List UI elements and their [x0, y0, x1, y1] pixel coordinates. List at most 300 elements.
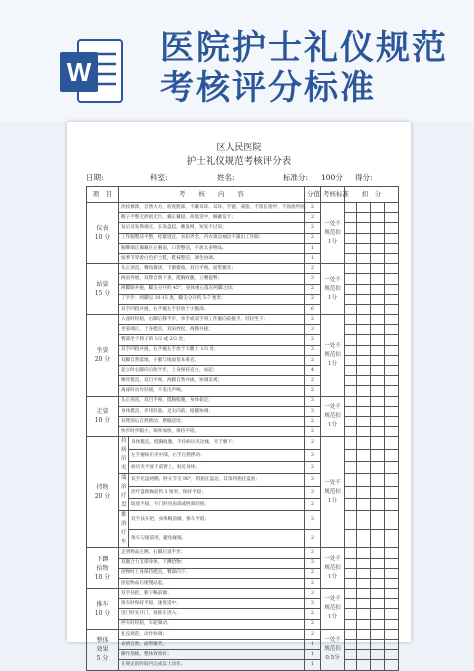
content-cell: 淡妆修饰，自然大方，检查脸部，不戴耳环、耳环、手链、戒指，不留长指甲，不涂指甲油。	[119, 203, 305, 213]
content-cell: 操作熟练，整体效果好；	[119, 650, 305, 660]
deduct-cell[interactable]	[345, 396, 357, 406]
deduct-cell[interactable]	[371, 660, 385, 670]
deduct-cell[interactable]	[357, 233, 371, 243]
deduct-cell[interactable]	[357, 449, 371, 461]
deduct-cell[interactable]	[357, 284, 371, 294]
deduct-cell[interactable]	[385, 213, 399, 223]
table-row	[87, 376, 399, 386]
deduct-cell[interactable]	[357, 386, 371, 396]
deduct-cell[interactable]	[345, 243, 357, 253]
table-row	[87, 345, 399, 355]
deduct-cell[interactable]	[345, 486, 357, 498]
content-cell: 按季节穿着白色护士鞋，鞋袜整洁，颜色协调。	[119, 253, 305, 263]
deduct-cell[interactable]	[385, 461, 399, 473]
deduct-cell[interactable]	[357, 650, 371, 660]
deduct-cell[interactable]	[345, 474, 357, 486]
deduct-cell[interactable]	[357, 396, 371, 406]
deduct-cell[interactable]	[357, 325, 371, 335]
deduct-cell[interactable]	[357, 243, 371, 253]
deduct-cell[interactable]	[357, 486, 371, 498]
deduct-cell[interactable]	[371, 203, 385, 213]
content-cell: 双手扶车把，身体略前倾，推车平稳；	[129, 511, 305, 530]
deduct-cell[interactable]	[385, 558, 399, 568]
deduct-cell[interactable]	[371, 498, 385, 510]
deduct-cell[interactable]	[345, 660, 357, 670]
points-cell: 2	[305, 213, 321, 223]
deduct-cell[interactable]	[357, 355, 371, 365]
points-cell: 2	[305, 629, 321, 639]
deduct-cell[interactable]	[345, 376, 357, 386]
table-row	[87, 264, 399, 274]
deduct-cell[interactable]	[371, 474, 385, 486]
deduct-cell[interactable]	[371, 223, 385, 233]
points-cell: 2	[305, 335, 321, 345]
deduct-cell[interactable]	[371, 558, 385, 568]
content-cell: 治疗盘距胸前约 5 厘米，保持平稳；	[129, 486, 305, 498]
points-cell: 2	[305, 386, 321, 396]
deduct-cell[interactable]	[371, 640, 385, 650]
subsection-cell: 端治疗盘	[119, 474, 129, 511]
word-document-icon	[58, 38, 126, 106]
deduct-cell[interactable]	[345, 578, 357, 588]
deduct-cell[interactable]	[357, 599, 371, 609]
deduct-cell[interactable]	[345, 619, 357, 629]
table-row	[87, 650, 399, 660]
deduct-cell[interactable]	[385, 427, 399, 437]
content-cell: 双手扶把，躯干略前倾；	[119, 589, 305, 599]
deduct-cell[interactable]	[357, 619, 371, 629]
deduct-cell[interactable]	[371, 376, 385, 386]
deduct-cell[interactable]	[385, 325, 399, 335]
deduct-cell[interactable]	[357, 253, 371, 263]
content-cell: 帽子平整无折痕无污，戴正戴稳，高低适中，佩戴发卡；	[119, 213, 305, 223]
deduct-cell[interactable]	[371, 304, 385, 314]
content-cell: 拾起物品后缓慢站起。	[119, 578, 305, 588]
points-cell: 2	[305, 529, 321, 548]
standard-cell: 一处不规范扣1分	[321, 589, 345, 630]
deduct-cell[interactable]	[345, 498, 357, 510]
deduct-cell[interactable]	[357, 406, 371, 416]
deduct-cell[interactable]	[385, 629, 399, 639]
deduct-cell[interactable]	[385, 640, 399, 650]
deduct-cell[interactable]	[385, 376, 399, 386]
deduct-cell[interactable]	[345, 253, 357, 263]
content-cell: 发后及发饰端庄，长发盘起，戴发网，短发不过肩；	[119, 223, 305, 233]
deduct-cell[interactable]	[371, 589, 385, 599]
table-row	[87, 474, 399, 486]
date-label: 日期:	[86, 173, 104, 182]
table-row	[87, 589, 399, 599]
table-row	[87, 629, 399, 639]
deduct-cell[interactable]	[357, 223, 371, 233]
deduct-cell[interactable]	[385, 578, 399, 588]
deduct-cell[interactable]	[371, 355, 385, 365]
deduct-cell[interactable]	[345, 386, 357, 396]
banner	[0, 0, 474, 122]
points-cell: 3	[305, 474, 321, 486]
deduct-cell[interactable]	[357, 213, 371, 223]
points-cell: 2	[305, 355, 321, 365]
table-row	[87, 619, 399, 629]
deduct-cell[interactable]	[385, 486, 399, 498]
deduct-cell[interactable]	[345, 599, 357, 609]
content-cell: 双手托盘两侧，肘关节呈 90°，拇指在盘边，其余四指托盘底；	[129, 474, 305, 486]
deduct-cell[interactable]	[385, 406, 399, 416]
deduct-cell[interactable]	[385, 511, 399, 530]
deduct-cell[interactable]	[345, 213, 357, 223]
deduct-cell[interactable]	[371, 233, 385, 243]
content-cell: 入座时轻稳，右脚后移半步，单手或双手将工作服向前拢平，轻轻坐下；	[119, 315, 305, 325]
deduct-cell[interactable]	[345, 203, 357, 213]
table-header-row	[87, 187, 399, 203]
table-row	[87, 294, 399, 304]
deduct-cell[interactable]	[357, 660, 371, 670]
deduct-cell[interactable]	[357, 529, 371, 548]
deduct-cell[interactable]	[385, 253, 399, 263]
scoring-table	[86, 186, 399, 671]
section-item-cell: 仪表 10 分	[87, 203, 119, 264]
table-row	[87, 203, 399, 213]
deduct-cell[interactable]	[357, 511, 371, 530]
table-row	[87, 640, 399, 650]
deduct-cell[interactable]	[357, 335, 371, 345]
table-row	[87, 386, 399, 396]
deduct-cell[interactable]	[371, 294, 385, 304]
deduct-cell[interactable]	[385, 529, 399, 548]
deduct-cell[interactable]	[345, 650, 357, 660]
content-cell: 臀部坐于椅子的 1/2 或 2/3 处；	[119, 335, 305, 345]
deduct-cell[interactable]	[371, 213, 385, 223]
content-cell: 头正颈直，嘴角微闭，下颌微收，双目平视，面带微笑；	[119, 264, 305, 274]
points-cell: 3	[305, 558, 321, 568]
deduct-cell[interactable]	[385, 274, 399, 284]
deduct-cell[interactable]	[385, 650, 399, 660]
deduct-cell[interactable]	[345, 609, 357, 619]
deduct-cell[interactable]	[385, 203, 399, 213]
deduct-cell[interactable]	[385, 449, 399, 461]
deduct-cell[interactable]	[345, 437, 357, 449]
deduct-cell[interactable]	[357, 558, 371, 568]
points-cell: 2	[305, 461, 321, 473]
deduct-cell[interactable]	[371, 335, 385, 345]
deduct-cell[interactable]	[385, 345, 399, 355]
deduct-cell[interactable]	[385, 223, 399, 233]
table-row	[87, 437, 399, 449]
standard-cell: 一处不规范扣1分	[321, 437, 345, 548]
section-item-cell: 下蹲 拾物 10 分	[87, 548, 119, 589]
deduct-cell[interactable]	[385, 416, 399, 426]
deduct-cell[interactable]	[371, 578, 385, 588]
points-cell: 3	[305, 396, 321, 406]
deduct-cell[interactable]	[385, 568, 399, 578]
deduct-cell[interactable]	[371, 619, 385, 629]
header-deduct: 扣 分	[345, 187, 399, 203]
banner-title	[160, 28, 448, 108]
points-cell: 3	[305, 599, 321, 609]
deduct-cell[interactable]	[357, 640, 371, 650]
points-cell: 6	[305, 304, 321, 314]
deduct-cell[interactable]	[371, 511, 385, 530]
section-item-cell: 整体 效果 5 分	[87, 629, 119, 670]
deduct-cell[interactable]	[371, 325, 385, 335]
deduct-cell[interactable]	[371, 629, 385, 639]
deduct-cell[interactable]	[371, 650, 385, 660]
deduct-cell[interactable]	[371, 449, 385, 461]
points-cell: 3	[305, 589, 321, 599]
points-cell: 2	[305, 578, 321, 588]
document-title: 护士礼仪规范考核评分表	[186, 156, 292, 167]
deduct-cell[interactable]	[357, 548, 371, 558]
deduct-cell[interactable]	[357, 578, 371, 588]
deduct-cell[interactable]	[357, 461, 371, 473]
deduct-cell[interactable]	[357, 568, 371, 578]
header-content: 考 核 内 容	[119, 187, 305, 203]
deduct-cell[interactable]	[345, 568, 357, 578]
deduct-cell[interactable]	[385, 599, 399, 609]
deduct-cell[interactable]	[371, 568, 385, 578]
content-cell: 双腿合力支撑身体，下蹲拾物；	[119, 558, 305, 568]
deduct-cell[interactable]	[385, 474, 399, 486]
content-cell: 表情自然，面带微笑；	[119, 640, 305, 650]
points-cell: 2	[305, 203, 321, 213]
deduct-cell[interactable]	[385, 660, 399, 670]
table-row	[87, 486, 399, 498]
points-cell: 2	[305, 416, 321, 426]
deduct-cell[interactable]	[357, 437, 371, 449]
deduct-cell[interactable]	[371, 529, 385, 548]
deduct-cell[interactable]	[345, 449, 357, 461]
points-cell: 3	[305, 274, 321, 284]
content-cell: 双手四指并拢，右手握左手放于大腿上 1/3 处；	[119, 345, 305, 355]
deduct-cell[interactable]	[357, 345, 371, 355]
header-points: 分值	[305, 187, 321, 203]
table-row	[87, 366, 399, 376]
points-cell: 4	[305, 366, 321, 376]
table-row	[87, 406, 399, 416]
deduct-cell[interactable]	[385, 589, 399, 599]
section-item-cell: 站姿 15 分	[87, 264, 119, 315]
deduct-cell[interactable]	[371, 486, 385, 498]
points-cell: 3	[305, 449, 321, 461]
points-cell: 3	[305, 406, 321, 416]
content-cell: 坐姿端正，上身挺直，双肩放松，两膝并拢；	[119, 325, 305, 335]
deduct-cell[interactable]	[345, 406, 357, 416]
table-row	[87, 461, 399, 473]
deduct-cell[interactable]	[371, 396, 385, 406]
table-body	[87, 203, 399, 671]
deduct-cell[interactable]	[371, 243, 385, 253]
content-cell: 拾物时上身保持挺直，臀部向下；	[119, 568, 305, 578]
content-cell: 身体挺直，步伐轻盈，足尖向前，稳健协调；	[119, 406, 305, 416]
deduct-cell[interactable]	[357, 589, 371, 599]
points-cell: 2	[305, 264, 321, 274]
deduct-cell[interactable]	[371, 253, 385, 263]
deduct-cell[interactable]	[345, 294, 357, 304]
deduct-cell[interactable]	[345, 461, 357, 473]
table-row	[87, 660, 399, 670]
content-cell: 双臂前后自然摆动，摆幅适度；	[119, 416, 305, 426]
deduct-cell[interactable]	[385, 304, 399, 314]
deduct-cell[interactable]	[371, 315, 385, 325]
table-row	[87, 498, 399, 510]
content-cell: 取放平稳，开门时用肩部或肘部轻推；	[129, 498, 305, 510]
deduct-cell[interactable]	[385, 609, 399, 619]
deduct-cell[interactable]	[385, 498, 399, 510]
deduct-cell[interactable]	[357, 366, 371, 376]
points-cell: 2	[305, 315, 321, 325]
deduct-cell[interactable]	[371, 264, 385, 274]
content-cell: 起立时右脚向后收半步，上身保持直立，站起；	[119, 366, 305, 376]
deduct-cell[interactable]	[371, 609, 385, 619]
content-cell: 进门时先开门，再推车进入；	[119, 609, 305, 619]
content-cell: 推车匀速前进，避免碰撞。	[129, 529, 305, 548]
points-cell: 2	[305, 233, 321, 243]
deduct-cell[interactable]	[371, 366, 385, 376]
deduct-cell[interactable]	[357, 427, 371, 437]
deduct-cell[interactable]	[385, 284, 399, 294]
points-cell: 3	[305, 325, 321, 335]
deduct-cell[interactable]	[357, 376, 371, 386]
content-cell: 在规定的时间内完成以上动作。	[119, 660, 305, 670]
deduct-cell[interactable]	[357, 629, 371, 639]
table-row	[87, 223, 399, 233]
deduct-cell[interactable]	[385, 243, 399, 253]
deduct-cell[interactable]	[371, 406, 385, 416]
content-cell: 头正颈直，双目平视，挺胸收腹，身体稳定；	[119, 396, 305, 406]
hospital-name: 区人民医院	[216, 143, 262, 153]
deduct-cell[interactable]	[357, 203, 371, 213]
deduct-cell[interactable]	[345, 366, 357, 376]
table-row	[87, 511, 399, 530]
section-item-cell: 走姿 10 分	[87, 396, 119, 437]
deduct-cell[interactable]	[385, 386, 399, 396]
banner-title-line1: 医院护士礼仪规范	[160, 28, 448, 68]
deduct-cell[interactable]	[385, 619, 399, 629]
score-label: 得分:	[355, 173, 373, 182]
deduct-cell[interactable]	[345, 274, 357, 284]
points-cell: 1	[305, 253, 321, 263]
content-cell: 离座时动作轻缓，不发出声响。	[119, 386, 305, 396]
deduct-cell[interactable]	[345, 335, 357, 345]
standard-cell: 一处不规范扣0.5分	[321, 629, 345, 670]
deduct-cell[interactable]	[345, 640, 357, 650]
deduct-cell[interactable]	[385, 548, 399, 558]
content-cell: 腰背挺直，双目平视，两腿自然并拢，协调美观；	[119, 376, 305, 386]
deduct-cell[interactable]	[345, 629, 357, 639]
deduct-cell[interactable]	[357, 416, 371, 426]
deduct-cell[interactable]	[371, 386, 385, 396]
points-cell: 2	[305, 619, 321, 629]
deduct-cell[interactable]	[371, 416, 385, 426]
deduct-cell[interactable]	[345, 345, 357, 355]
section-item-cell: 坐姿 20 分	[87, 315, 119, 397]
banner-title-line2: 考核评分标准	[160, 68, 376, 108]
subsection-cell: 持病历夹	[119, 437, 129, 474]
deduct-cell[interactable]	[345, 548, 357, 558]
table-row	[87, 396, 399, 406]
table-row	[87, 548, 399, 558]
deduct-cell[interactable]	[385, 396, 399, 406]
content-cell: 双脚自然落地，小腿与地面基本垂直；	[119, 355, 305, 365]
deduct-cell[interactable]	[357, 474, 371, 486]
deduct-cell[interactable]	[385, 294, 399, 304]
points-cell: 2	[305, 437, 321, 449]
deduct-cell[interactable]	[345, 284, 357, 294]
deduct-cell[interactable]	[345, 558, 357, 568]
deduct-cell[interactable]	[385, 264, 399, 274]
deduct-cell[interactable]	[385, 233, 399, 243]
deduct-cell[interactable]	[371, 345, 385, 355]
standard-cell: 一处不规范扣1分	[321, 315, 345, 397]
deduct-cell[interactable]	[385, 315, 399, 325]
points-cell: 3	[305, 486, 321, 498]
points-cell: 2	[305, 427, 321, 437]
deduct-cell[interactable]	[371, 274, 385, 284]
points-cell: 3	[305, 511, 321, 530]
deduct-cell[interactable]	[357, 294, 371, 304]
deduct-cell[interactable]	[357, 498, 371, 510]
deduct-cell[interactable]	[345, 325, 357, 335]
deduct-cell[interactable]	[385, 366, 399, 376]
content-cell: 走到物品左侧，右脚后退半步；	[119, 548, 305, 558]
deduct-cell[interactable]	[345, 529, 357, 548]
points-cell: 1	[305, 650, 321, 660]
deduct-cell[interactable]	[357, 609, 371, 619]
deduct-cell[interactable]	[385, 355, 399, 365]
deduct-cell[interactable]	[371, 284, 385, 294]
deduct-cell[interactable]	[357, 304, 371, 314]
deduct-cell[interactable]	[371, 548, 385, 558]
table-row	[87, 355, 399, 365]
deduct-cell[interactable]	[357, 274, 371, 284]
deduct-cell[interactable]	[357, 315, 371, 325]
deduct-cell[interactable]	[371, 427, 385, 437]
points-cell: 1	[305, 640, 321, 650]
deduct-cell[interactable]	[345, 511, 357, 530]
deduct-cell[interactable]	[385, 335, 399, 345]
deduct-cell[interactable]	[345, 416, 357, 426]
deduct-cell[interactable]	[357, 264, 371, 274]
content-cell: 病历夹平放于前臂上，贴近身体；	[129, 461, 305, 473]
table-row	[87, 213, 399, 223]
standard-cell: 一处不规范扣1分	[321, 396, 345, 437]
content-cell: 快步时步幅小，频率加快，保持平稳。	[119, 427, 305, 437]
table-row	[87, 315, 399, 325]
table-row	[87, 427, 399, 437]
deduct-cell[interactable]	[371, 461, 385, 473]
deduct-cell[interactable]	[371, 599, 385, 609]
deduct-cell[interactable]	[345, 427, 357, 437]
deduct-cell[interactable]	[345, 233, 357, 243]
table-row	[87, 558, 399, 568]
deduct-cell[interactable]	[345, 264, 357, 274]
deduct-cell[interactable]	[345, 589, 357, 599]
deduct-cell[interactable]	[371, 437, 385, 449]
points-cell: 1	[305, 660, 321, 670]
table-row	[87, 233, 399, 243]
standard-cell: 一处不规范扣1分	[321, 264, 345, 315]
points-cell: 2	[305, 223, 321, 233]
deduct-cell[interactable]	[345, 315, 357, 325]
name-label: 姓名:	[217, 173, 235, 182]
deduct-cell[interactable]	[345, 355, 357, 365]
standard-cell: 一处不规范扣1分	[321, 203, 345, 264]
section-item-cell: 持物 20 分	[87, 437, 119, 548]
deduct-cell[interactable]	[345, 304, 357, 314]
content-cell: 两脚跟并拢，脚尖分开约 45°，身体重心落在两脚之间；	[119, 284, 305, 294]
deduct-cell[interactable]	[385, 437, 399, 449]
deduct-cell[interactable]	[345, 223, 357, 233]
